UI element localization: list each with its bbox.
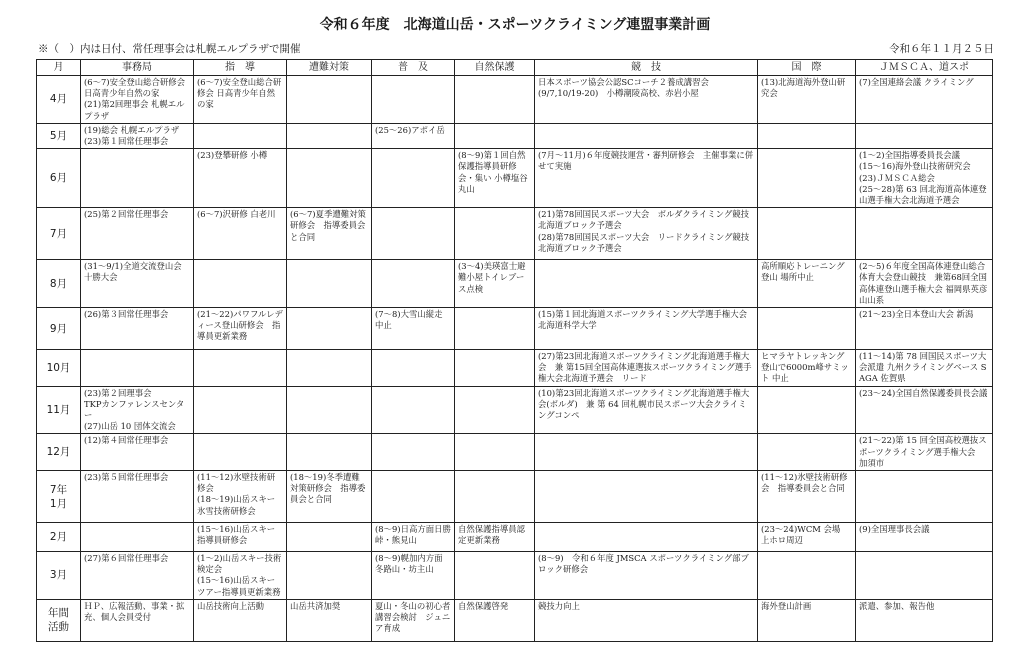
cell-text: (21〜23)全日本登山大会 新潟 [859, 309, 974, 320]
cell-secretariat [81, 523, 194, 552]
cell-text: (8〜9) 令和６年度 JMSCA スポーツクライミング部ブロック研修会 [538, 553, 749, 575]
cell-guidance [194, 123, 287, 148]
cell-nature [455, 552, 535, 600]
cell-text: (6〜7)安全登山総合研修会 日高青少年自然の家 [197, 77, 282, 110]
cell-text: (25〜26)アポイ岳 [375, 124, 445, 135]
cell-promotion [372, 149, 455, 208]
cell-rescue [287, 308, 372, 350]
cell-competition [535, 350, 758, 387]
cell-secretariat [81, 149, 194, 208]
cell-jmsca [856, 350, 993, 387]
cell-rescue [287, 149, 372, 208]
cell-text: (11〜12)氷壁技術研修会 [197, 472, 276, 494]
cell-text: (23)第２回理事会 [84, 387, 152, 398]
cell-text: (18〜19)冬季遭難対策研修会 指導委員会と合同 [290, 472, 366, 505]
month-cell: 11月 [37, 386, 81, 434]
cell-international [758, 308, 856, 350]
cell-text: (18〜19)山岳スキー氷雪技術研修会 [197, 494, 276, 516]
cell-text: (23)第５回常任理事会 [84, 472, 169, 483]
cell-secretariat [81, 599, 194, 641]
cell-nature [455, 350, 535, 387]
cell-guidance [194, 599, 287, 641]
cell-competition [535, 552, 758, 600]
column-header-competition: 競 技 [535, 60, 758, 76]
cell-text: (21〜22)第 15 回全国高校選抜スポーツクライミング選手権大会 加須市 [859, 435, 987, 468]
cell-rescue [287, 552, 372, 600]
cell-text: 山岳技術向上活動 [197, 600, 264, 611]
cell-competition [535, 599, 758, 641]
cell-secretariat [81, 260, 194, 308]
cell-text: (8〜9)日高方面日勝峠・熊見山 [375, 524, 451, 546]
cell-promotion [372, 471, 455, 523]
cell-text: (3〜4)美瑛富士避難小屋トイレブース点検 [458, 261, 526, 294]
table-row [37, 434, 993, 471]
cell-text: (9)全国理事長会議 [859, 524, 930, 535]
cell-text: (25〜28)第 63 回北海道高体連登山選手権大会北海道予選会 [859, 183, 987, 206]
cell-international [758, 350, 856, 387]
cell-text: (12)第４回常任理事会 [84, 435, 169, 446]
cell-competition [535, 308, 758, 350]
cell-text: 自然保護啓発 [458, 600, 509, 611]
cell-text: (8〜9)第１回自然保護指導員研修会・集い 小樽塩谷丸山 [458, 150, 528, 194]
cell-guidance [194, 386, 287, 434]
cell-jmsca [856, 76, 993, 124]
cell-guidance [194, 308, 287, 350]
cell-international [758, 260, 856, 308]
cell-competition [535, 123, 758, 148]
cell-nature [455, 123, 535, 148]
cell-international [758, 208, 856, 260]
cell-jmsca [856, 260, 993, 308]
month-cell: 5月 [37, 123, 81, 148]
table-row [37, 471, 993, 523]
cell-jmsca [856, 208, 993, 260]
cell-guidance [194, 552, 287, 600]
table-row [37, 523, 993, 552]
cell-jmsca [856, 434, 993, 471]
cell-secretariat [81, 471, 194, 523]
cell-promotion [372, 599, 455, 641]
cell-rescue [287, 386, 372, 434]
cell-text: (7)全国連絡会議 クライミング [859, 77, 974, 87]
cell-jmsca [856, 599, 993, 641]
column-header-international: 国 際 [758, 60, 856, 76]
cell-rescue [287, 434, 372, 471]
month-cell: 7月 [37, 208, 81, 260]
cell-international [758, 471, 856, 523]
cell-text: (6〜7)安全登山総合研修会 日高青少年自然の家 [84, 77, 185, 99]
month-cell: 年間 活動 [37, 599, 81, 641]
month-cell: 12月 [37, 434, 81, 471]
table-row [37, 350, 993, 387]
cell-guidance [194, 471, 287, 523]
cell-jmsca [856, 308, 993, 350]
cell-text: (15〜16)山岳スキー指導員研修会 [197, 524, 276, 546]
cell-promotion [372, 434, 455, 471]
cell-text: (23)第１回常任理事会 [84, 136, 169, 147]
cell-text: 日本スポーツ協会公認SCコーチ２養成講習会 [538, 77, 709, 87]
cell-rescue [287, 76, 372, 124]
cell-nature [455, 260, 535, 308]
table-row [37, 599, 993, 641]
column-header-jmsca: ＪＭＳＣＡ、道スポ [856, 60, 993, 76]
month-cell: 3月 [37, 552, 81, 600]
table-row [37, 308, 993, 350]
document-date: 令和６年１１月２５日 [889, 43, 994, 55]
cell-rescue [287, 350, 372, 387]
cell-text: (21〜22)パワフルレディース登山研修会 指導員更新業務 [197, 309, 283, 342]
cell-text: (31〜9/1)全道交流登山会 十勝大会 [84, 261, 191, 283]
cell-text: ヒマラヤトレッキング登山で6000m峰サミット 中止 [761, 351, 849, 384]
cell-rescue [287, 260, 372, 308]
column-header-promotion: 普 及 [372, 60, 455, 76]
cell-international [758, 386, 856, 434]
cell-text: (21)第78回国民スポーツ大会 ボルダクライミング競技北海道ブロック予選会 [538, 209, 750, 231]
cell-jmsca [856, 386, 993, 434]
cell-text: (23〜24)全国自然保護委員長会議 [859, 387, 988, 398]
cell-jmsca [856, 523, 993, 552]
cell-nature [455, 308, 535, 350]
table-body [37, 76, 993, 642]
cell-promotion [372, 308, 455, 350]
cell-text: (6〜7)沢研修 白老川 [197, 209, 276, 220]
cell-guidance [194, 149, 287, 208]
cell-text: (10)第23回北海道スポーツクライミング北海道選手権大会(ボルダ) 兼 第 64 回札幌市民スポーツ大会クライミングコンペ [538, 387, 750, 421]
cell-competition [535, 149, 758, 208]
cell-promotion [372, 523, 455, 552]
table-row [37, 123, 993, 148]
cell-text: TKPカンファレンスセンター [84, 398, 185, 421]
cell-guidance [194, 350, 287, 387]
table-row [37, 76, 993, 124]
cell-nature [455, 523, 535, 552]
cell-promotion [372, 208, 455, 260]
cell-text: (6〜7)夏季遭難対策研修会 指導委員会と合同 [290, 209, 366, 242]
cell-international [758, 599, 856, 641]
cell-text: 高所順応トレーニング登山 場所中止 [761, 261, 845, 283]
cell-guidance [194, 208, 287, 260]
column-header-rescue: 遭難対策 [287, 60, 372, 76]
cell-text: ＨＰ、広報活動、事業・拡充、個人会員受付 [84, 600, 185, 623]
cell-competition [535, 471, 758, 523]
cell-guidance [194, 523, 287, 552]
cell-text: (8〜9)幌加内方面 冬路山・坊主山 [375, 553, 451, 575]
schedule-table [36, 59, 993, 642]
cell-text: (15)第１回北海道スポーツクライミング大学選手権大会 北海道科学大学 [538, 309, 747, 331]
cell-jmsca [856, 552, 993, 600]
cell-guidance [194, 434, 287, 471]
column-header-guidance: 指 導 [194, 60, 287, 76]
cell-jmsca [856, 123, 993, 148]
cell-secretariat [81, 434, 194, 471]
cell-nature [455, 208, 535, 260]
cell-text: (2〜5)６年度全国高体連登山総合体育大会登山競技 兼第68回全国高体連登山選手権大会 福岡県英彦山山系 [859, 261, 988, 305]
cell-text: (15〜16)山岳スキーツアー指導員更新業務 [197, 575, 281, 597]
cell-text: 派遣、参加、報告他 [859, 600, 935, 611]
cell-text: 自然保護指導員認定更新業務 [458, 524, 525, 546]
cell-secretariat [81, 386, 194, 434]
cell-text: 海外登山計画 [761, 600, 812, 611]
cell-text: (11〜12)氷壁技術研修会 指導委員会と合同 [761, 472, 848, 494]
cell-text: (27)山岳 10 団体交流会 [84, 421, 176, 432]
cell-text: (27)第６回常任理事会 [84, 553, 169, 564]
cell-text: 山岳共済加奨 [290, 600, 341, 611]
table-header-row [37, 60, 993, 76]
cell-rescue [287, 471, 372, 523]
month-cell: 10月 [37, 350, 81, 387]
cell-international [758, 76, 856, 124]
cell-text: (7〜8)大雪山縦走 中止 [375, 309, 443, 331]
cell-competition [535, 76, 758, 124]
cell-secretariat [81, 123, 194, 148]
cell-international [758, 149, 856, 208]
cell-nature [455, 471, 535, 523]
cell-nature [455, 149, 535, 208]
cell-secretariat [81, 308, 194, 350]
cell-competition [535, 434, 758, 471]
table-row [37, 149, 993, 208]
cell-international [758, 123, 856, 148]
cell-text: (23)登攀研修 小樽 [197, 150, 268, 161]
cell-text: (7月〜11月)６年度競技運営・審判研修会 主催事業に併せて実施 [538, 150, 754, 172]
cell-secretariat [81, 350, 194, 387]
month-cell: 8月 [37, 260, 81, 308]
month-cell: 2月 [37, 523, 81, 552]
table-row [37, 208, 993, 260]
cell-text: (11〜14)第 78 回国民スポーツ大会派遣 九州クライミングベース SAGA 佐賀県 [859, 351, 987, 384]
cell-promotion [372, 260, 455, 308]
cell-competition [535, 260, 758, 308]
column-header-secretariat: 事務局 [81, 60, 194, 76]
cell-international [758, 523, 856, 552]
cell-competition [535, 386, 758, 434]
table-row [37, 552, 993, 600]
cell-secretariat [81, 76, 194, 124]
cell-promotion [372, 123, 455, 148]
cell-rescue [287, 123, 372, 148]
month-cell: 4月 [37, 76, 81, 124]
cell-rescue [287, 208, 372, 260]
cell-text: (23)ＪＭＳＣＡ総会 [859, 172, 935, 183]
header-note: ※（ ）内は日付、常任理事会は札幌エルプラザで開催 [38, 43, 301, 55]
table-row [37, 386, 993, 434]
cell-text: (27)第23回北海道スポーツクライミング北海道選手権大会 兼 第15回全国高体連選抜スポーツクライミング選手権大会北海道予選会 リード [538, 351, 752, 384]
cell-text: (9/7,10/19-20) 小樽潮陵高校、赤岩小屋 [538, 88, 699, 99]
cell-promotion [372, 386, 455, 434]
cell-text: (23〜24)WCM 会場 上ホロ周辺 [761, 524, 849, 546]
cell-guidance [194, 260, 287, 308]
cell-text: (1〜2)山岳スキー技術検定会 [197, 553, 282, 575]
cell-nature [455, 599, 535, 641]
cell-secretariat [81, 208, 194, 260]
cell-competition [535, 523, 758, 552]
cell-text: 夏山・冬山の初心者講習会検討 ジュニア育成 [375, 600, 451, 634]
month-cell: 9月 [37, 308, 81, 350]
table-row [37, 260, 993, 308]
cell-international [758, 434, 856, 471]
cell-nature [455, 434, 535, 471]
cell-text: (26)第３回常任理事会 [84, 309, 169, 320]
cell-text: (13)北海道海外登山研究会 [761, 77, 846, 99]
cell-promotion [372, 552, 455, 600]
cell-text: 競技力向上 [538, 600, 580, 611]
cell-text: (15〜16)海外登山技術研究会 [859, 161, 971, 172]
column-header-month: 月 [37, 60, 81, 76]
cell-competition [535, 208, 758, 260]
column-header-nature: 自然保護 [455, 60, 535, 76]
cell-nature [455, 386, 535, 434]
month-cell: 6月 [37, 149, 81, 208]
cell-rescue [287, 599, 372, 641]
cell-rescue [287, 523, 372, 552]
cell-jmsca [856, 471, 993, 523]
cell-secretariat [81, 552, 194, 600]
cell-text: (28)第78回国民スポーツ大会 リードクライミング競技北海道ブロック予選会 [538, 231, 750, 253]
month-cell: 7年 1月 [37, 471, 81, 523]
document-title: 令和６年度 北海道山岳・スポーツクライミング連盟事業計画 [319, 17, 711, 33]
cell-text: (21)第2回理事会 札幌エルプラザ [84, 99, 185, 121]
cell-text: (25)第２回常任理事会 [84, 209, 169, 220]
cell-international [758, 552, 856, 600]
cell-nature [455, 76, 535, 124]
cell-guidance [194, 76, 287, 124]
cell-promotion [372, 76, 455, 124]
cell-promotion [372, 350, 455, 387]
cell-text: (1〜2)全国指導委員長会議 [859, 150, 960, 161]
cell-jmsca [856, 149, 993, 208]
cell-text: (19)総会 札幌エルプラザ [84, 124, 180, 135]
